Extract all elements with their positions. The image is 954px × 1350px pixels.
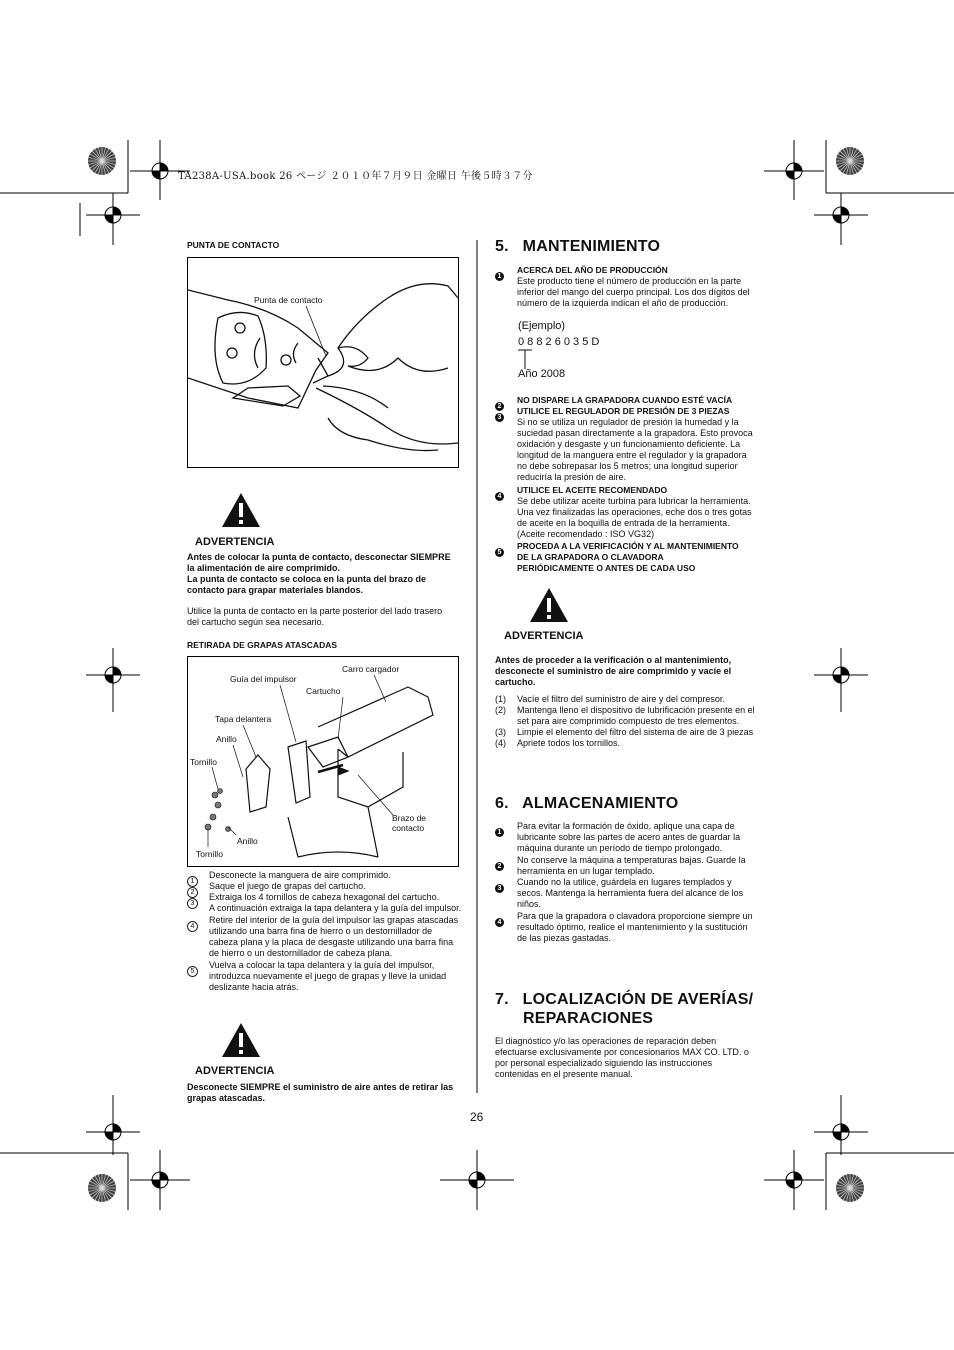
step-line: Retire del interior de la guía del impulsor las grapas atascadas [209, 915, 459, 925]
maint-item-3 [495, 406, 775, 483]
page-number: 26 [470, 1110, 484, 1124]
callout-tornillo-2: Tornillo [196, 849, 223, 859]
section-6-title: 6. ALMACENAMIENTO [495, 795, 679, 812]
step-number: 5 [187, 966, 198, 977]
item-heading: PROCEDA A LA VERIFICACIÓN Y AL MANTENIMIENTO [517, 541, 739, 551]
item-line: Una vez finalizadas las operaciones, eche dos o tres gotas [517, 507, 752, 517]
step-line: Desconecte la manguera de aire comprimido. [209, 870, 391, 880]
step-line: cabeza plana y la placa de desgaste utilizando una barra fina [209, 937, 454, 947]
item-heading: NO DISPARE LA GRAPADORA CUANDO ESTÉ VACÍA [517, 395, 733, 405]
item-line: Cuando no la utilice, guárdela en lugares templados y [517, 877, 732, 887]
jam-step [187, 892, 472, 914]
step-number: (4) [495, 738, 506, 748]
text-line: por personal especializado siguiendo las instrucciones [495, 1058, 713, 1068]
warning1-line: la alimentación de aire comprimido. [187, 563, 341, 573]
section-7-text [495, 1036, 780, 1080]
item-line: No conserve la máquina a temperaturas bajas. Guarde la [517, 855, 746, 865]
item-line: niños. [517, 899, 542, 909]
item-number: 5 [495, 548, 504, 557]
maint-step [495, 738, 780, 749]
step-line: Apriete todos los tornillos. [517, 738, 621, 748]
note-line: Utilice la punta de contacto en la parte posterior del lado trasero [187, 606, 443, 616]
callout-guia: Guía del impulsor [230, 674, 297, 684]
warning-label-3: ADVERTENCIA [504, 630, 584, 642]
step-number: (3) [495, 727, 506, 737]
callout-carro: Carro cargador [342, 664, 400, 674]
warning-label-2: ADVERTENCIA [195, 1065, 275, 1077]
item-heading: DE LA GRAPADORA O CLAVADORA [517, 552, 664, 562]
step-line: Vuelva a colocar la tapa delantera y la guía del impulsor, [209, 960, 435, 970]
contact-tip-callout: Punta de contacto [254, 295, 323, 305]
item-heading: UTILICE EL ACEITE RECOMENDADO [517, 485, 668, 495]
item-line: Para que la grapadora o clavadora proporcione siempre un [517, 911, 753, 921]
contact-tip-note [187, 606, 472, 628]
warning-icon [221, 492, 261, 528]
item-number: 2 [495, 862, 504, 871]
maint-step [495, 727, 780, 738]
step-line: introduzca nuevamente el juego de grapas y lleve la unidad [209, 971, 447, 981]
item-line: de las piezas gastadas. [517, 933, 612, 943]
item-line: oxidación y desgaste y un funcionamiento deficiente. La [517, 439, 741, 449]
step-line: Extraiga los 4 tornillos de cabeza hexagonal del cartucho. [209, 892, 440, 902]
item-line: suciedad pasan directamente a la grapadora. Esto provoca [517, 428, 753, 438]
year-label: Año 2008 [518, 368, 566, 380]
item-line: (Aceite recomendado : ISO VG32) [517, 529, 655, 539]
warning3-line: desconecte el suministro de aire comprimido y vacíe el [495, 666, 732, 676]
item-line: Este producto tiene el número de producción en la parte [517, 276, 742, 286]
text-line: El diagnóstico y/o las operaciones de reparación deben [495, 1036, 717, 1046]
item-line: Para evitar la formación de óxido, aplique una capa de [517, 821, 735, 831]
step-line: de hierro o un destornillador de cabeza plana. [209, 948, 393, 958]
contact-tip-illustration [188, 258, 458, 467]
contact-tip-figure [187, 257, 459, 468]
item-line: inferior del mango del cuerpo principal. Los dos dígitos del [517, 287, 750, 297]
item-number: 1 [495, 272, 504, 281]
item-line: de aceite en la boquilla de entrada de la herramienta. [517, 518, 730, 528]
item-heading: UTILICE EL REGULADOR DE PRESIÓN DE 3 PIEZAS [517, 406, 730, 416]
item-number: 3 [495, 413, 504, 422]
storage-item [495, 877, 775, 910]
warning-text-2 [187, 1082, 472, 1104]
warning1-line: La punta de contacto se coloca en la punta del brazo de [187, 574, 427, 584]
callout-tornillo-1: Tornillo [190, 757, 217, 767]
example-label: (Ejemplo) [518, 320, 566, 332]
item-line: herramienta en un lugar templado. [517, 866, 655, 876]
warning1-line: contacto para grapar materiales blandos. [187, 585, 364, 595]
item-line: resultado óptimo, realice el mantenimiento y la sustitución [517, 922, 748, 932]
callout-cartucho: Cartucho [306, 686, 341, 696]
warning-icon [529, 587, 569, 623]
step-line: Saque el juego de grapas del cartucho. [209, 881, 366, 891]
step-number: 4 [187, 921, 198, 932]
callout-anillo-2: Anillo [237, 836, 258, 846]
step-line: deslizante hacia atrás. [209, 982, 299, 992]
step-line: A continuación extraiga la tapa delantera y la guía del impulsor. [209, 903, 462, 913]
maint-item-4 [495, 485, 775, 540]
maint-step [495, 694, 780, 705]
step-line: utilizando una barra fina de hierro o un destornillador de [209, 926, 433, 936]
step-line: Limpie el elemento del filtro del sistema de aire de 3 piezas [517, 727, 754, 737]
callout-anillo-1: Anillo [216, 734, 237, 744]
warning-text-3 [495, 655, 780, 688]
maint-item-5 [495, 541, 775, 574]
storage-item [495, 855, 775, 877]
maint-item-1 [495, 265, 775, 309]
item-number: 4 [495, 492, 504, 501]
warning2-line: grapas atascadas. [187, 1093, 266, 1103]
section-7-title: 7. LOCALIZACIÓN DE AVERÍAS/ [495, 991, 754, 1008]
item-line: número de la izquierda indican el año de producción. [517, 298, 729, 308]
text-line: efectuarse exclusivamente por concesionarios MAX CO. LTD. o [495, 1047, 749, 1057]
step-number: 2 [187, 887, 198, 898]
step-number: 3 [187, 898, 198, 909]
warning-icon [221, 1022, 261, 1058]
item-line: Si no se utiliza un regulador de presión la humedad y la [517, 417, 739, 427]
warning-text-1 [187, 552, 467, 596]
text-line: contenidas en el presente manual. [495, 1069, 633, 1079]
storage-item [495, 821, 775, 854]
warning-label-1: ADVERTENCIA [195, 536, 275, 548]
item-heading: ACERCA DEL AÑO DE PRODUCCIÓN [517, 265, 668, 275]
section-7-title-line2: REPARACIONES [523, 1010, 654, 1027]
step-line: set para aire comprimido compuesto de tres elementos. [517, 716, 740, 726]
section-5-title: 5. MANTENIMIENTO [495, 238, 661, 255]
item-line: Se debe utilizar aceite turbina para lubricar la herramienta. [517, 496, 751, 506]
jam-heading: RETIRADA DE GRAPAS ATASCADAS [187, 640, 338, 650]
contact-tip-heading: PUNTA DE CONTACTO [187, 240, 280, 250]
maint-step [495, 705, 780, 727]
item-line: máquina durante un período de tiempo prolongado. [517, 843, 723, 853]
step-line: Vacíe el filtro del suministro de aire y del compresor. [517, 694, 725, 704]
callout-tapa: Tapa delantera [215, 714, 272, 724]
step-line: Mantenga lleno el dispositivo de lubrificación presente en el [517, 705, 755, 715]
item-line: no debe sobrepasar los 5 metros; una longitud superior [517, 461, 738, 471]
jam-step [187, 960, 472, 993]
file-header: TA238A-USA.book 26 ページ ２０１０年７月９日 金曜日 午後５時３７分 [178, 171, 533, 182]
item-line: secos. Mantenga la herramienta fuera del alcance de los [517, 888, 744, 898]
storage-item [495, 911, 775, 944]
item-line: lubricante sobre las partes de acero antes de guardar la [517, 832, 741, 842]
item-line: reduciría la presión de aire. [517, 472, 627, 482]
item-number: 2 [495, 402, 504, 411]
callout-brazo-1: Brazo de [392, 813, 427, 823]
step-number: (2) [495, 705, 506, 715]
item-heading: PERIÓDICAMENTE O ANTES DE CADA USO [517, 563, 696, 573]
warning2-line: Desconecte SIEMPRE el suministro de aire antes de retirar las [187, 1082, 454, 1092]
step-number: 1 [187, 876, 198, 887]
item-line: longitud de la manguera entre el regulador y la grapadora [517, 450, 747, 460]
callout-brazo-2: contacto [392, 823, 425, 833]
item-number: 1 [495, 828, 504, 837]
item-number: 4 [495, 918, 504, 927]
warning1-line: Antes de colocar la punta de contacto, desconectar SIEMPRE [187, 552, 451, 562]
step-number: (1) [495, 694, 506, 704]
warning3-line: Antes de proceder a la verificación o al mantenimiento, [495, 655, 732, 665]
warning3-line: cartucho. [495, 677, 536, 687]
jam-figure [187, 656, 459, 867]
item-number: 3 [495, 884, 504, 893]
serial-number: 0 8 8 2 6 0 3 5 D [518, 336, 600, 348]
jam-step [187, 915, 472, 959]
note-line: del cartucho según sea necesario. [187, 617, 325, 627]
